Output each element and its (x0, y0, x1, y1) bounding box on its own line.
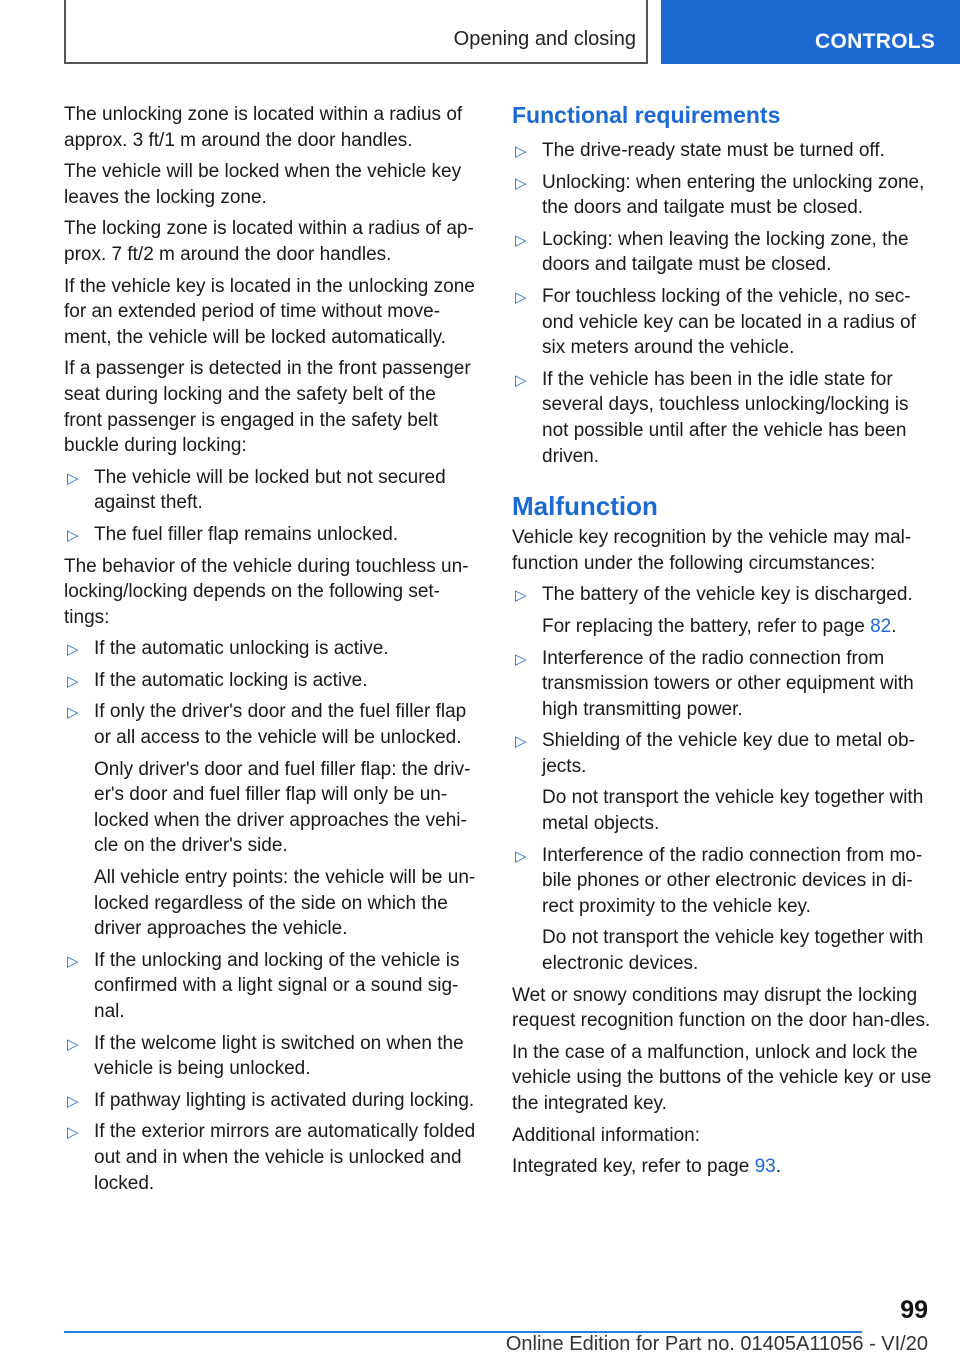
paragraph: The vehicle will be locked when the vehicle key leaves the locking zone. (64, 161, 462, 208)
paragraph: If the vehicle key is located in the unlocking zone for an extended period of time without move‐ment, the vehicle will be locked automatically. (64, 275, 475, 348)
list-item: ▷ The fuel filler flap remains unlocked. (64, 522, 478, 548)
triangle-bullet-icon: ▷ (67, 641, 79, 659)
list-subnote: For replacing the battery, refer to page 82. (542, 615, 897, 637)
section-heading-malfunction: Malfunction (512, 491, 658, 522)
paragraph: The unlocking zone is located within a radius of approx. 3 ft/1 m around the door handles. (64, 104, 463, 151)
list-item: ▷ Shielding of the vehicle key due to metal ob‐jects. Do not transport the vehicle key together with metal objects. (512, 728, 932, 836)
triangle-bullet-icon: ▷ (67, 952, 79, 970)
list-item: ▷ If the unlocking and locking of the vehicle is confirmed with a light signal or a sound sig‐nal. (67, 949, 460, 1022)
triangle-bullet-icon: ▷ (67, 704, 79, 722)
page-link-82[interactable]: 82 (870, 615, 892, 637)
chapter-tab[interactable]: CONTROLS (661, 0, 960, 64)
bullet-list (512, 138, 932, 469)
footer-edition: Online Edition for Part no. 01405A11056 - VI/20 (505, 1333, 928, 1355)
triangle-bullet-icon: ▷ (515, 650, 527, 668)
list-item: ▷ The vehicle will be locked but not secured against theft. (67, 466, 446, 514)
list-item: ▷ Unlocking: when entering the unlocking zone, the doors and tailgate must be closed. (515, 171, 925, 219)
bullet-list (64, 636, 478, 1196)
list-subnote: Do not transport the vehicle key together with metal objects. (542, 787, 924, 835)
paragraph: In the case of a malfunction, unlock and lock the vehicle using the buttons of the vehicle key or use the integrated key. (512, 1041, 932, 1114)
list-item: ▷ Locking: when leaving the locking zone, the doors and tailgate must be closed. (515, 228, 909, 276)
list-item: ▷ If the automatic unlocking is active. (64, 636, 478, 662)
triangle-bullet-icon: ▷ (67, 1092, 79, 1110)
list-item: ▷ If the welcome light is switched on when the vehicle is being unlocked. (67, 1032, 464, 1080)
paragraph: If a passenger is detected in the front passenger seat during locking and the safety belt of the front passenger is engaged in the safety belt buckle during locking: (64, 358, 471, 457)
triangle-bullet-icon: ▷ (515, 143, 527, 160)
list-subnote: Only driver's door and fuel filler flap: the driv‐er's door and fuel filler flap will only be un‐locked when the driver approaches the vehi‐cle on the driver's side. (94, 758, 471, 857)
list-item: ▷ Interference of the radio connection from mo‐bile phones or other electronic devices in di‐rect proximity to the vehicle key. Do not transport the vehicle key together with electronic devices. (512, 843, 932, 977)
list-subnote: Do not transport the vehicle key together with electronic devices. (542, 927, 924, 975)
list-item: ▷ The battery of the vehicle key is discharged. For replacing the battery, refer to page 82. (512, 582, 932, 639)
paragraph: Integrated key, refer to page 93. (512, 1156, 781, 1178)
left-column (64, 102, 478, 1202)
section-title: Opening and closing (453, 28, 636, 50)
page-link-93[interactable]: 93 (754, 1156, 776, 1178)
list-item: ▷ If the vehicle has been in the idle state for several days, touchless unlocking/locking is not possible until after the vehicle has been driven. (515, 368, 909, 467)
triangle-bullet-icon: ▷ (515, 371, 527, 389)
triangle-bullet-icon: ▷ (67, 672, 79, 690)
list-item: ▷ If the exterior mirrors are automatically folded out and in when the vehicle is unlocked and locked. (67, 1121, 476, 1194)
paragraph: Vehicle key recognition by the vehicle may mal‐function under the following circumstances: (512, 527, 912, 574)
triangle-bullet-icon: ▷ (515, 733, 527, 751)
list-item: ▷ The drive-ready state must be turned off. (512, 138, 932, 164)
list-item: ▷ Interference of the radio connection from transmission towers or other equipment with high transmitting power. (515, 647, 914, 720)
bullet-list (512, 582, 932, 976)
triangle-bullet-icon: ▷ (515, 174, 527, 192)
section-heading-functional-requirements: Functional requirements (512, 102, 781, 128)
triangle-bullet-icon: ▷ (67, 526, 79, 544)
triangle-bullet-icon: ▷ (515, 231, 527, 249)
triangle-bullet-icon: ▷ (67, 469, 79, 487)
right-column (512, 100, 932, 1186)
triangle-bullet-icon: ▷ (515, 288, 527, 306)
paragraph: The locking zone is located within a radius of ap‐prox. 7 ft/2 m around the door handles. (64, 218, 474, 265)
paragraph: Additional information: (512, 1124, 700, 1146)
triangle-bullet-icon: ▷ (515, 587, 527, 605)
list-item: ▷ If only the driver's door and the fuel filler flap or all access to the vehicle will be unlocked. Only driver's door and fuel filler flap: the driv‐er's door and fuel filler flap will only be un‐locked when the driver approaches the vehi‐cle on the driver's side. All vehicle entry points: the vehicle will be un‐locked regardless of the side on which the driver approaches the vehicle. (64, 699, 478, 941)
page-number: 99 (900, 1296, 928, 1324)
list-subnote: All vehicle entry points: the vehicle will be un‐locked regardless of the side on which the driver approaches the vehicle. (94, 867, 476, 940)
bullet-list (64, 465, 478, 548)
paragraph: The behavior of the vehicle during touchless un‐locking/locking depends on the following set‐tings: (64, 555, 469, 628)
list-item: ▷ If pathway lighting is activated during locking. (64, 1088, 478, 1114)
list-item: ▷ If the automatic locking is active. (64, 668, 478, 694)
triangle-bullet-icon: ▷ (67, 1035, 79, 1053)
paragraph: Wet or snowy conditions may disrupt the locking request recognition function on the door han‐dles. (512, 984, 931, 1032)
list-item: ▷ For touchless locking of the vehicle, no sec‐ond vehicle key can be located in a radius of six meters around the vehicle. (515, 285, 916, 359)
triangle-bullet-icon: ▷ (67, 1124, 79, 1142)
triangle-bullet-icon: ▷ (515, 847, 527, 865)
